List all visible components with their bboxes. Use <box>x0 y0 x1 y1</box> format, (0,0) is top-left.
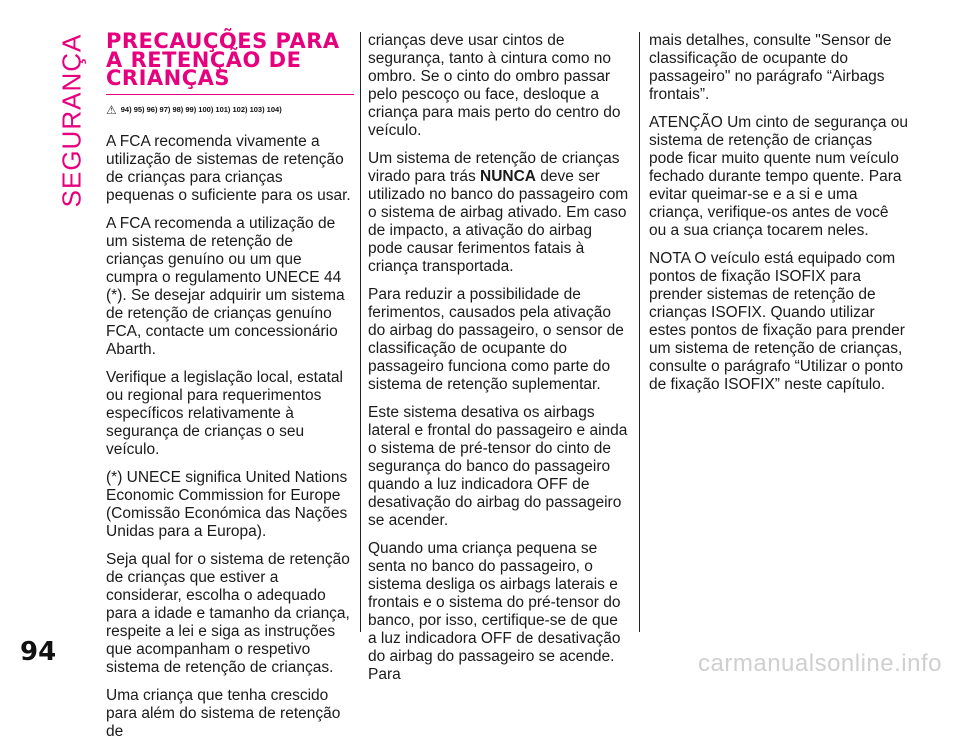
page-number: 94 <box>20 637 57 667</box>
paragraph: crianças deve usar cintos de segurança, tanto à cintura como no ombro. Se o cinto do ombro passar pelo pescoço ou face, desloque a criança para mais perto do centro do veículo. <box>368 32 621 139</box>
paragraph: mais detalhes, consulte "Sensor de classificação de ocupante do passageiro" no parágrafo “Airbags frontais”. <box>649 32 892 103</box>
paragraph: Verifique a legislação local, estatal ou regional para requerimentos específicos relativamente à segurança de crianças o seu veículo. <box>106 368 343 458</box>
paragraph: ATENÇÃO Um cinto de segurança ou sistema de retenção de crianças pode ficar muito quente num veículo fechado durante tempo quente. Para evitar queimar-se e a si e uma criança, verifique-os antes de você ou a sua criança tocarem neles. <box>649 114 909 239</box>
paragraph: Uma criança que tenha crescido para além do sistema de retenção de <box>106 686 341 740</box>
column-1 <box>106 29 354 751</box>
column-divider <box>639 32 640 632</box>
paragraph: (*) UNECE significa United Nations Economic Commission for Europe (Comissão Económica das Nações Unidas para a Europa). <box>106 468 348 540</box>
paragraph: Este sistema desativa os airbags lateral e frontal do passageiro e ainda o sistema de pré-tensor do cinto de segurança do banco do passageiro quando a luz indicadora OFF de desativação do airbag do passageiro se acender. <box>368 404 628 529</box>
column-3 <box>649 32 909 404</box>
paragraph: A FCA recomenda a utilização de um sistema de retenção de crianças genuíno ou um que cumpra o regulamento UNECE 44 (*). Se desejar adquirir um sistema de retenção de crianças genuíno FCA, contacte um concessionário Abarth. <box>106 214 345 358</box>
title-underline <box>106 94 354 95</box>
paragraph: A FCA recomenda vivamente a utilização de sistemas de retenção de crianças para crianças pequenas o suficiente para os usar. <box>106 132 351 204</box>
paragraph: Seja qual for o sistema de retenção de crianças que estiver a considerar, escolha o adequado para a idade e tamanho da criança, respeite a lei e siga as instruções que acompanham o respetivo sistema de retenção de crianças. <box>106 550 350 676</box>
paragraph: Para reduzir a possibilidade de ferimentos, causados pela ativação do airbag do passageiro, o sensor de classificação de ocupante do passageiro funciona como parte do sistema de retenção suplementar. <box>368 286 624 393</box>
section-label: SEGURANÇA <box>56 33 87 207</box>
watermark: carmanualsonline.info <box>698 650 942 677</box>
paragraph: Quando uma criança pequena se senta no banco do passageiro, o sistema desliga os airbags laterais e frontais e o sistema do pré-tensor do banco, por isso, certifique-se de que a luz indicadora OFF de desativação do airbag do passageiro se acende. Para <box>368 540 621 683</box>
warning-references: ⚠ 94) 95) 96) 97) 98) 99) 100) 101) 102) 103) 104) <box>106 102 282 117</box>
column-divider <box>360 32 361 632</box>
paragraph: NOTA O veículo está equipado com pontos de fixação ISOFIX para prender sistemas de retenção de crianças ISOFIX. Quando utilizar estes pontos de fixação para prender um sistema de retenção de crianças, consulte o parágrafo “Utilizar o ponto de fixação ISOFIX” neste capítulo. <box>649 250 905 393</box>
warning-triangle-icon: ⚠ <box>106 102 117 117</box>
column-2 <box>368 32 630 694</box>
page-title: PRECAUÇÕES PARA A RETENÇÃO DE CRIANÇAS <box>106 29 340 90</box>
paragraph: Um sistema de retenção de crianças virado para trás NUNCA deve ser utilizado no banco do passageiro com o sistema de airbag ativado. Em caso de impacto, a ativação do airbag pode causar ferimentos fatais à criança transportada. <box>368 150 629 275</box>
emphasis: NUNCA <box>480 168 536 185</box>
